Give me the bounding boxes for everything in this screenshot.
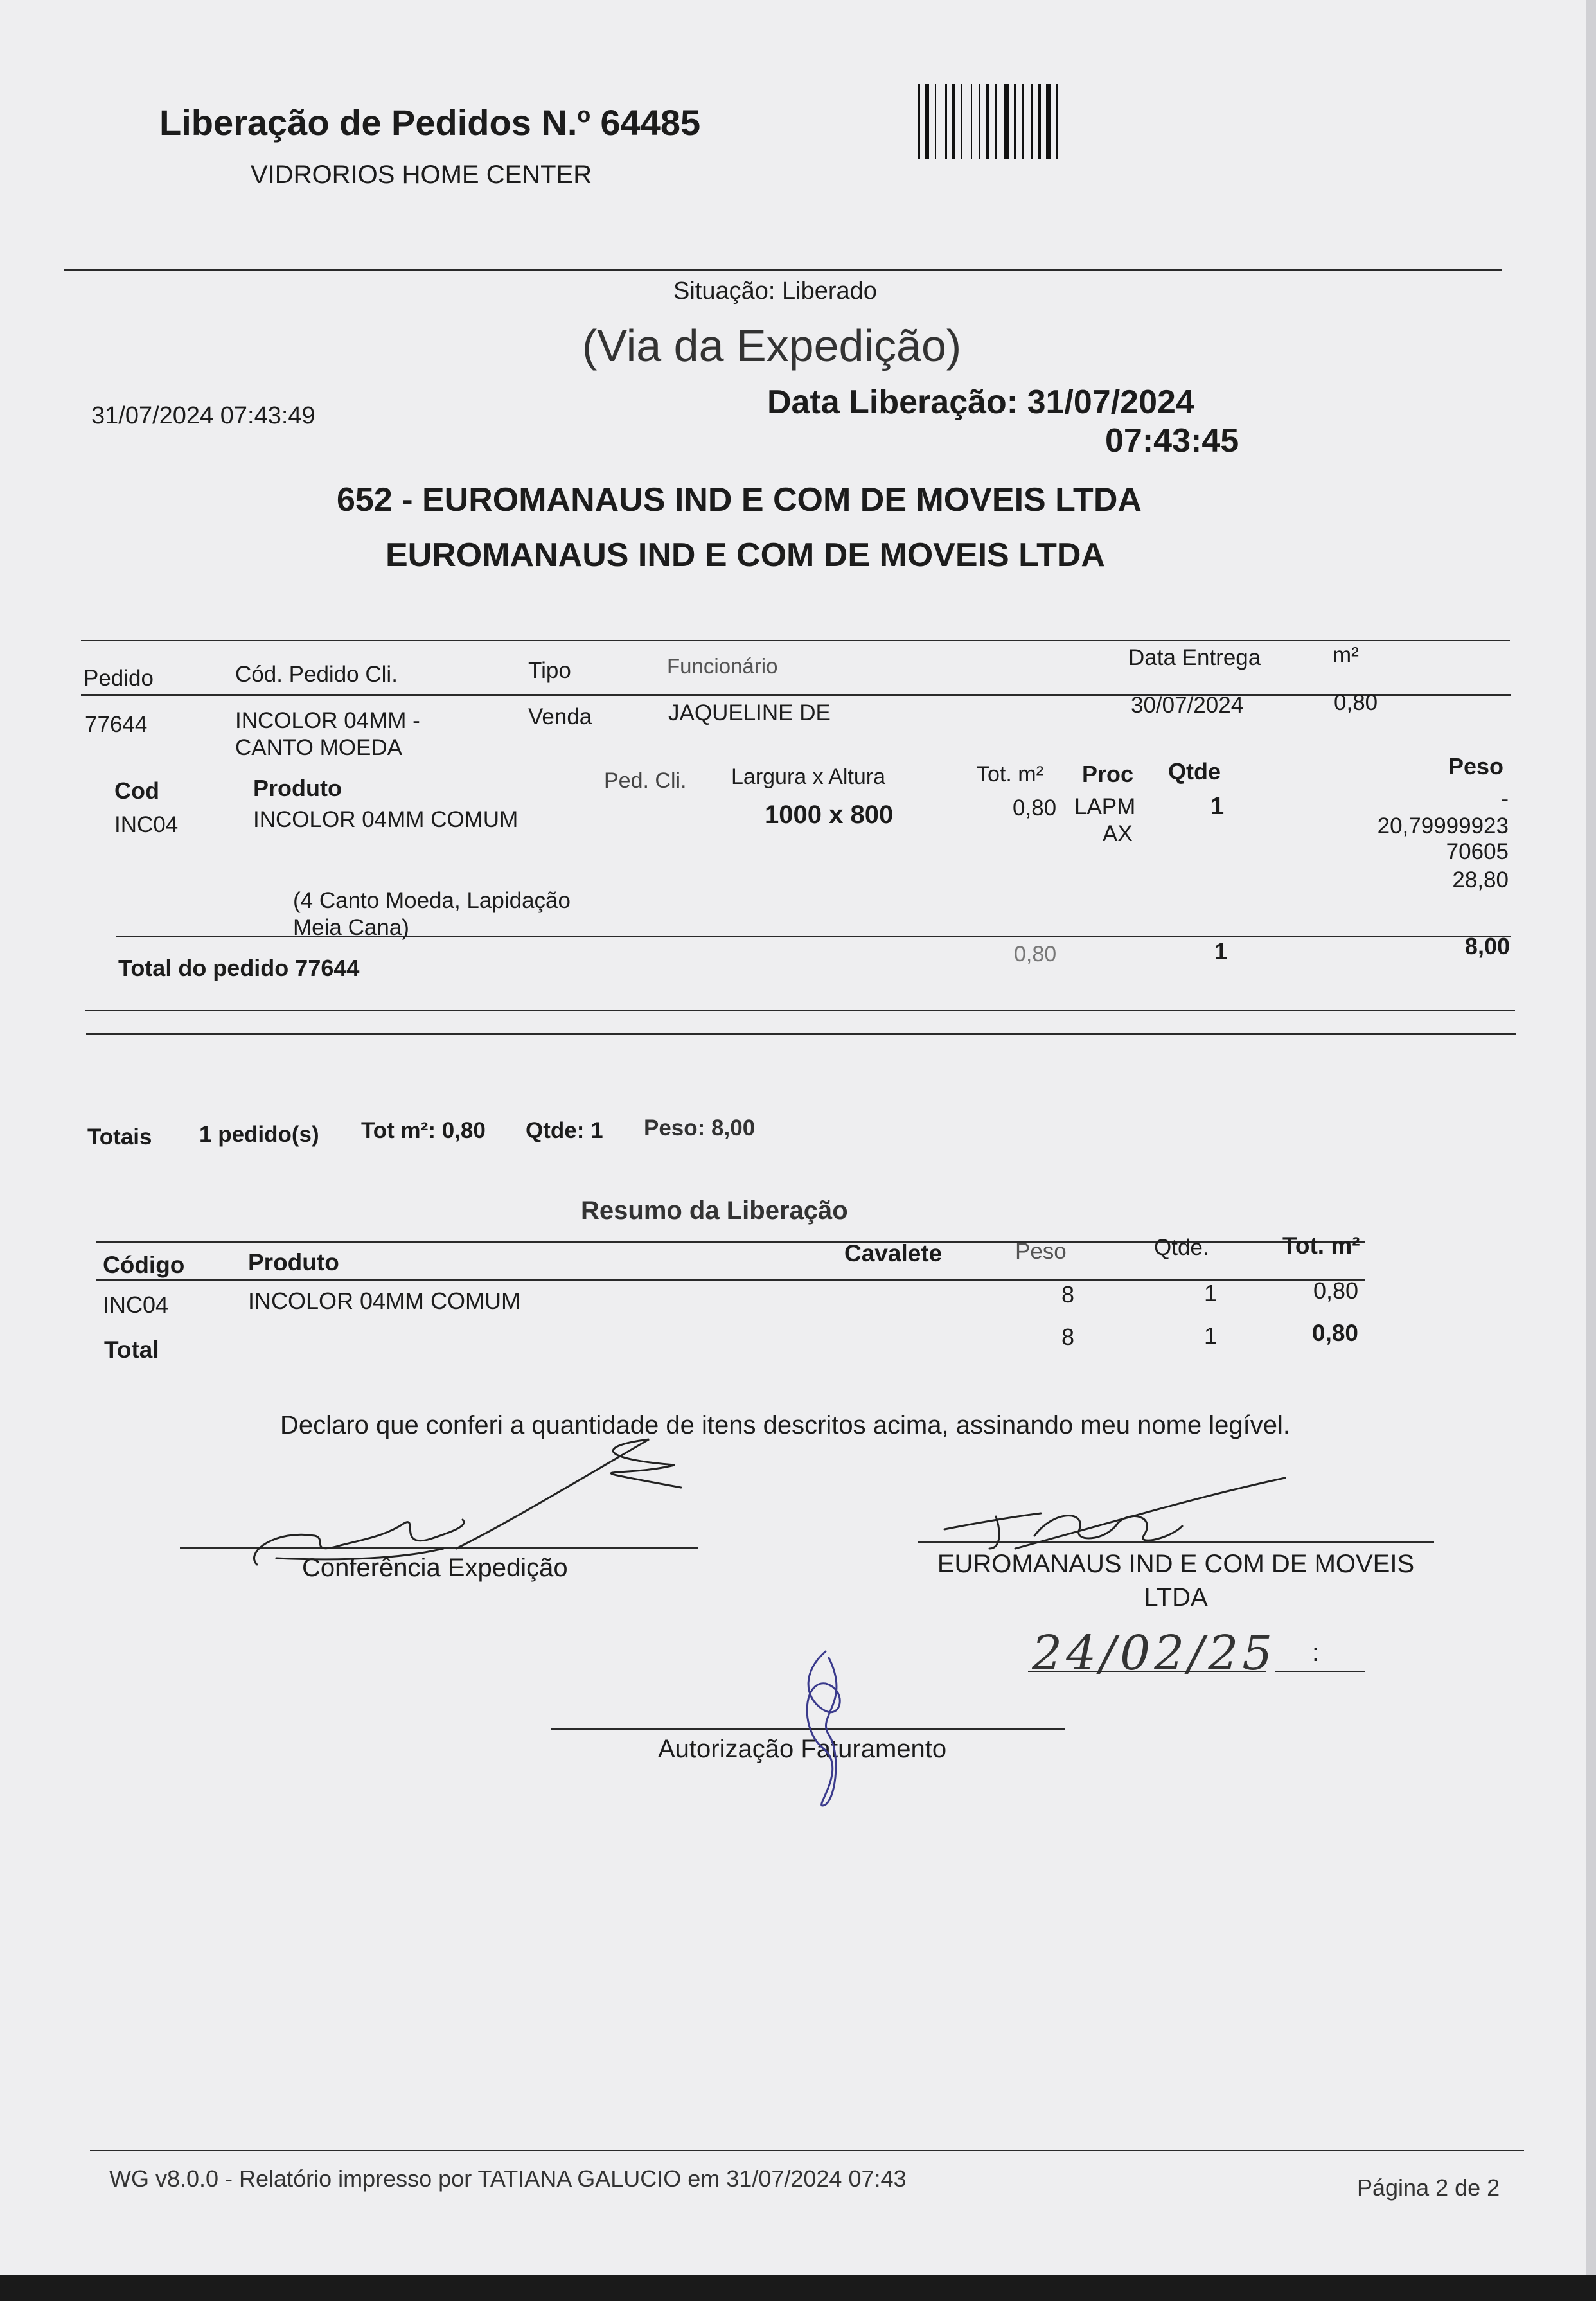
barcode-bar [995,84,997,159]
barcode-bar [918,84,920,159]
item-col-produto: Produto [253,775,342,801]
status-text: Situação: Liberado [673,278,877,305]
copy-label: (Via da Expedição) [582,321,962,371]
item-dimensions: 1000 x 800 [765,801,894,829]
barcode-bar [935,84,936,159]
document-title: Liberação de Pedidos N.º 64485 [159,102,701,143]
store-name: VIDRORIOS HOME CENTER [251,161,592,189]
order-total-peso: 8,00 [1464,933,1510,959]
item-qtde: 1 [1210,793,1225,820]
summary-total-peso: 8 [1061,1324,1075,1350]
summary-total-label: Total [104,1337,159,1363]
order-total-rule [116,936,1511,937]
time-separator: : [1312,1639,1320,1667]
totals-qtde: Qtde: 1 [526,1118,603,1143]
barcode [918,84,1169,159]
handwritten-date-underline [1028,1671,1266,1672]
summary-col-qtde: Qtde. [1154,1235,1209,1260]
order-client-code-2: CANTO MOEDA [235,735,402,760]
barcode-bar [1031,84,1033,159]
totals-m2: Tot m²: 0,80 [361,1118,486,1143]
section-rule-1 [85,1010,1515,1011]
barcode-bar [986,84,989,159]
signature-label-autorizacao: Autorização Faturamento [658,1735,947,1763]
summary-col-produto: Produto [248,1249,339,1275]
summary-row-codigo: INC04 [103,1292,169,1318]
totals-peso: Peso: 8,00 [644,1115,756,1141]
order-employee: JAQUELINE DE [668,700,831,725]
item-col-cod: Cod [114,777,159,804]
item-code: INC04 [114,812,179,837]
barcode-bar [1056,84,1058,159]
barcode-bar [1014,84,1016,159]
item-col-qtde: Qtde [1168,758,1221,785]
footer-printed-by: WG v8.0.0 - Relatório impresso por TATIANA GALUCIO em 31/07/2024 07:43 [109,2165,907,2192]
barcode-bar [961,84,962,159]
client-name: 652 - EUROMANAUS IND E COM DE MOVEIS LTDA [337,481,1142,519]
summary-col-tot-m2: Tot. m² [1282,1232,1360,1259]
section-rule-2 [86,1033,1516,1035]
barcode-bar [971,84,972,159]
item-peso-total: 28,80 [1452,867,1509,893]
declaration-text: Declaro que conferi a quantidade de itens descritos acima, assinando meu nome legível. [280,1411,1291,1439]
order-type: Venda [528,704,592,729]
item-peso-dash: - [1501,786,1509,812]
signature-autorizacao [790,1645,861,1812]
release-date [767,383,1194,422]
signature-conferencia [238,1426,726,1581]
order-total-label: Total do pedido 77644 [118,955,360,981]
release-date-value: 31/07/2024 [1027,384,1194,421]
item-note: (4 Canto Moeda, Lapidação [293,888,571,913]
summary-row-produto: INCOLOR 04MM COMUM [248,1288,521,1314]
summary-row-tot-m2: 0,80 [1313,1277,1359,1304]
header-divider [64,269,1502,271]
barcode-bar [979,84,980,159]
totals-orders: 1 pedido(s) [199,1122,319,1147]
col-pedido: Pedido [84,666,154,691]
signature-client-line1: EUROMANAUS IND E COM DE MOVEIS [937,1550,1415,1578]
order-number: 77644 [85,712,148,737]
summary-row-qtde: 1 [1204,1280,1218,1306]
item-peso: 20,79999923 [1377,813,1509,839]
order-total-qtde: 1 [1214,938,1228,964]
col-m2: m² [1333,643,1359,668]
item-product: INCOLOR 04MM COMUM [253,807,519,832]
col-cod-pedido-cli: Cód. Pedido Cli. [235,662,398,687]
order-delivery-date: 30/07/2024 [1131,693,1244,718]
col-tipo: Tipo [528,658,571,683]
barcode-bar [1004,84,1009,159]
barcode-bar [1046,84,1051,159]
barcode-bar [1022,84,1024,159]
release-label: Data Liberação: [767,384,1018,421]
order-total-m2: 0,80 [1014,942,1057,966]
summary-col-codigo: Código [103,1252,185,1278]
summary-header-rule [96,1279,1365,1281]
summary-row-peso: 8 [1061,1281,1075,1308]
client-name-2: EUROMANAUS IND E COM DE MOVEIS LTDA [386,537,1105,574]
item-proc-2: AX [1103,821,1133,846]
item-proc: LAPM [1074,794,1136,819]
summary-total-tot-m2: 0,80 [1312,1320,1359,1346]
item-col-ped-cli: Ped. Cli. [604,768,687,793]
barcode-bar [1038,84,1041,159]
scan-edge-bottom [0,2275,1596,2301]
order-client-code: INCOLOR 04MM - [235,708,420,733]
signature-client [938,1465,1298,1568]
summary-title: Resumo da Liberação [581,1196,848,1225]
item-col-peso: Peso [1448,753,1504,779]
barcode-bar [952,84,955,159]
item-peso-cont: 70605 [1446,839,1509,864]
item-col-proc: Proc [1082,761,1134,787]
item-col-tot-m2: Tot. m² [977,762,1043,786]
col-data-entrega: Data Entrega [1128,645,1261,670]
item-tot-m2: 0,80 [1013,795,1057,821]
signature-label-conferencia: Conferência Expedição [302,1554,568,1582]
scan-edge-right [1586,0,1596,2301]
order-table-top-rule [81,640,1510,641]
barcode-bar [945,84,947,159]
summary-total-qtde: 1 [1204,1322,1218,1349]
time-blank-line [1275,1671,1365,1672]
item-note-2: Meia Cana) [293,915,409,940]
order-m2: 0,80 [1334,690,1378,715]
release-time: 07:43:45 [1105,422,1239,459]
footer-page: Página 2 de 2 [1357,2174,1500,2201]
order-header-rule [81,694,1511,696]
handwritten-date: 24/02/25 [1032,1626,1277,1681]
summary-col-peso: Peso [1015,1239,1067,1264]
item-col-largura-altura: Largura x Altura [731,765,886,789]
footer-rule [90,2150,1524,2151]
signature-client-line2: LTDA [1144,1583,1208,1612]
summary-col-cavalete: Cavalete [844,1240,943,1266]
totals-label: Totais [87,1124,152,1150]
barcode-bar [925,84,929,159]
print-timestamp: 31/07/2024 07:43:49 [91,402,315,429]
col-funcionario: Funcionário [667,654,778,678]
